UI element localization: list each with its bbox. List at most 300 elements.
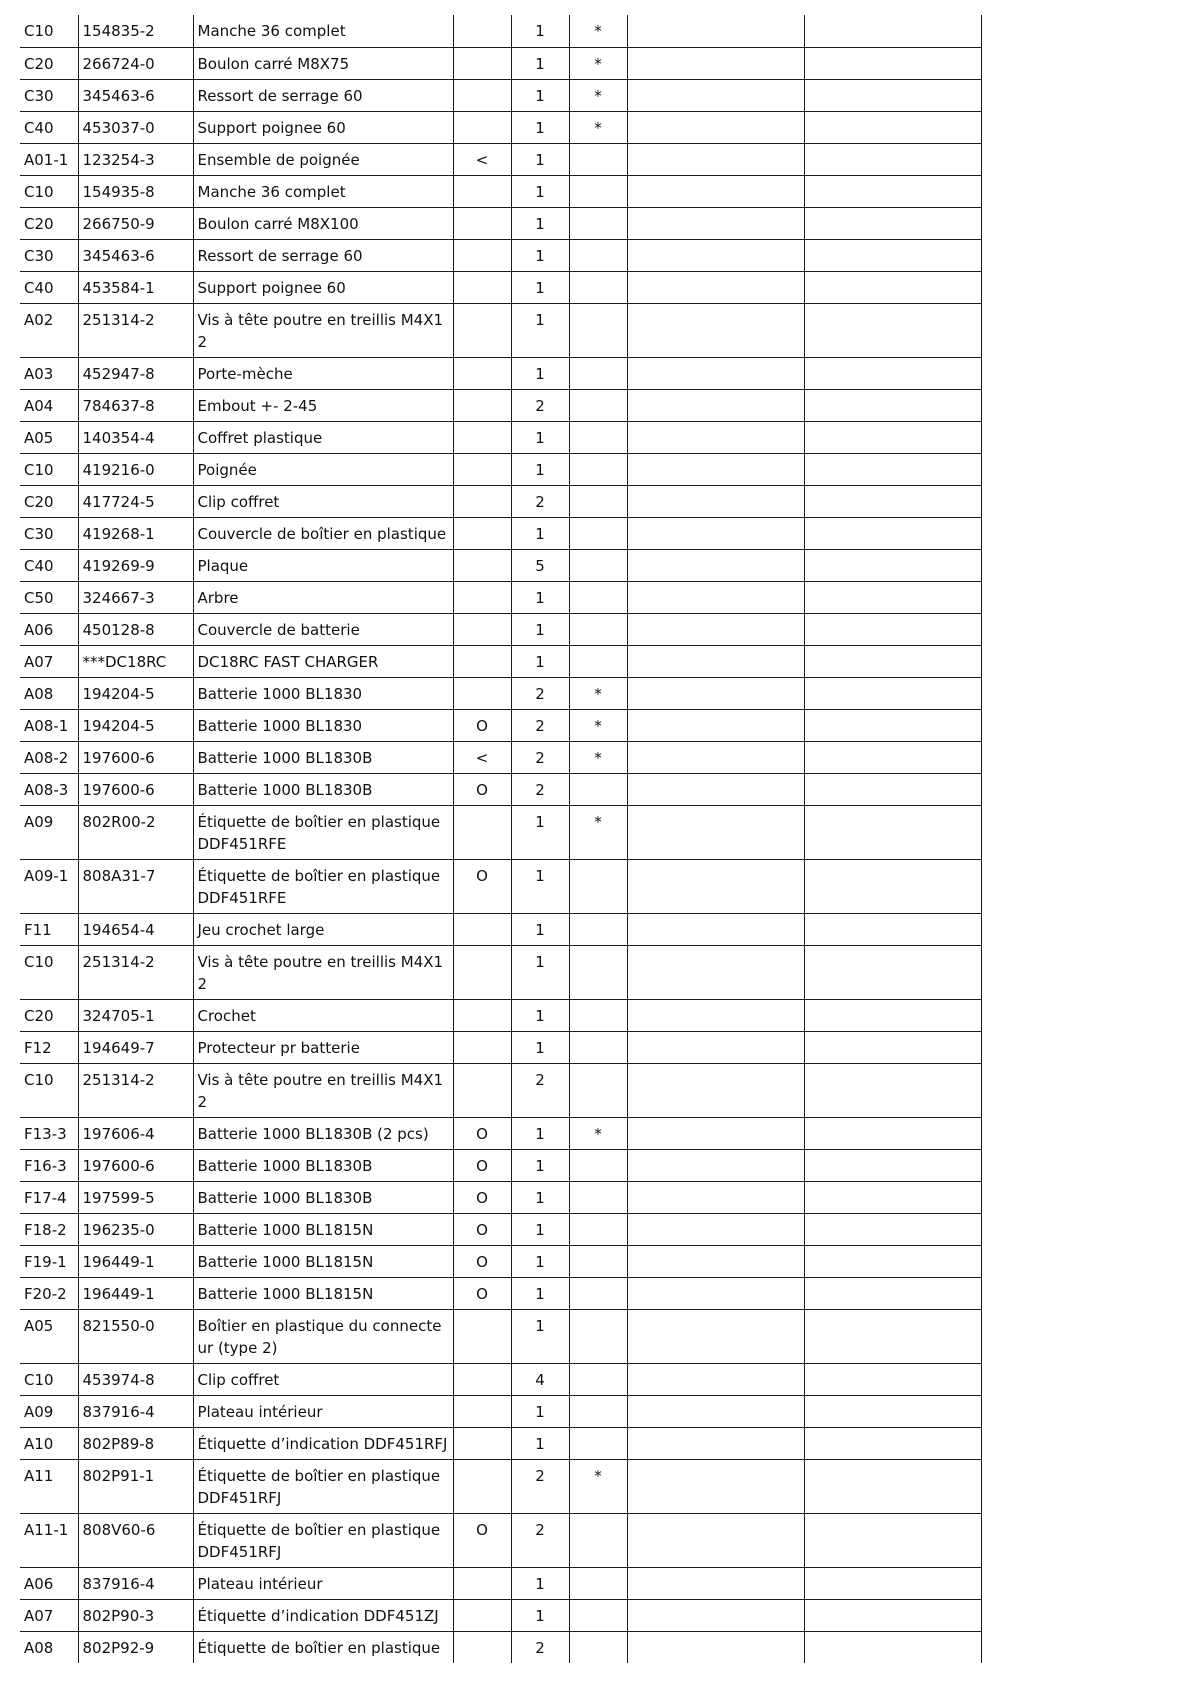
ref-cell: C30 (20, 239, 78, 271)
part-number-cell: 194204-5 (78, 709, 193, 741)
quantity-cell: 1 (511, 581, 569, 613)
ref-cell: C10 (20, 453, 78, 485)
empty-cell (627, 453, 804, 485)
empty-cell (627, 1599, 804, 1631)
mark-cell: * (569, 1117, 627, 1149)
part-number-cell: 453974-8 (78, 1363, 193, 1395)
description-cell: Batterie 1000 BL1830B (2 pcs) (193, 1117, 453, 1149)
description-cell: Arbre (193, 581, 453, 613)
empty-cell (804, 1213, 981, 1245)
quantity-cell: 1 (511, 271, 569, 303)
note-cell (453, 47, 511, 79)
part-number-cell: 251314-2 (78, 1063, 193, 1117)
note-cell: O (453, 709, 511, 741)
empty-cell (627, 357, 804, 389)
mark-cell (569, 357, 627, 389)
table-row (20, 1309, 981, 1363)
table-row (20, 421, 981, 453)
ref-cell: F11 (20, 913, 78, 945)
ref-cell: A01-1 (20, 143, 78, 175)
part-number-cell: 196235-0 (78, 1213, 193, 1245)
empty-cell (804, 1277, 981, 1309)
quantity-cell: 2 (511, 1631, 569, 1663)
mark-cell (569, 945, 627, 999)
part-number-cell: 417724-5 (78, 485, 193, 517)
empty-cell (627, 15, 804, 47)
note-cell (453, 945, 511, 999)
quantity-cell: 2 (511, 389, 569, 421)
empty-cell (627, 1117, 804, 1149)
part-number-cell: 154835-2 (78, 15, 193, 47)
quantity-cell: 2 (511, 741, 569, 773)
empty-cell (804, 357, 981, 389)
ref-cell: C20 (20, 47, 78, 79)
mark-cell: * (569, 741, 627, 773)
table-row (20, 999, 981, 1031)
quantity-cell: 1 (511, 175, 569, 207)
empty-cell (627, 1213, 804, 1245)
empty-cell (627, 1631, 804, 1663)
empty-cell (804, 1513, 981, 1567)
description-cell: Manche 36 complet (193, 15, 453, 47)
table-row (20, 645, 981, 677)
description-cell: Étiquette de boîtier en plastique DDF451RFE (193, 805, 453, 859)
table-row (20, 1631, 981, 1663)
note-cell (453, 271, 511, 303)
mark-cell (569, 1277, 627, 1309)
part-number-cell: 197599-5 (78, 1181, 193, 1213)
mark-cell (569, 913, 627, 945)
mark-cell (569, 1513, 627, 1567)
note-cell (453, 1567, 511, 1599)
empty-cell (804, 1245, 981, 1277)
part-number-cell: 266724-0 (78, 47, 193, 79)
quantity-cell: 2 (511, 677, 569, 709)
quantity-cell: 1 (511, 79, 569, 111)
part-number-cell: 802P90-3 (78, 1599, 193, 1631)
ref-cell: A10 (20, 1427, 78, 1459)
empty-cell (804, 1149, 981, 1181)
empty-cell (627, 421, 804, 453)
part-number-cell: 452947-8 (78, 357, 193, 389)
empty-cell (627, 1149, 804, 1181)
empty-cell (627, 709, 804, 741)
note-cell (453, 303, 511, 357)
mark-cell (569, 453, 627, 485)
quantity-cell: 1 (511, 1395, 569, 1427)
note-cell (453, 453, 511, 485)
mark-cell (569, 1149, 627, 1181)
empty-cell (627, 859, 804, 913)
empty-cell (804, 207, 981, 239)
table-row (20, 1117, 981, 1149)
note-cell: O (453, 1149, 511, 1181)
note-cell (453, 1427, 511, 1459)
ref-cell: C20 (20, 485, 78, 517)
description-cell: Couvercle de batterie (193, 613, 453, 645)
mark-cell: * (569, 677, 627, 709)
quantity-cell: 1 (511, 1181, 569, 1213)
empty-cell (804, 47, 981, 79)
note-cell: O (453, 1117, 511, 1149)
mark-cell (569, 1395, 627, 1427)
quantity-cell: 2 (511, 485, 569, 517)
quantity-cell: 2 (511, 1459, 569, 1513)
quantity-cell: 1 (511, 1213, 569, 1245)
mark-cell (569, 773, 627, 805)
quantity-cell: 1 (511, 1567, 569, 1599)
description-cell: Ressort de serrage 60 (193, 79, 453, 111)
mark-cell: * (569, 709, 627, 741)
note-cell: O (453, 1513, 511, 1567)
empty-cell (627, 47, 804, 79)
note-cell (453, 111, 511, 143)
part-number-cell: 419216-0 (78, 453, 193, 485)
empty-cell (627, 1395, 804, 1427)
table-row (20, 1245, 981, 1277)
description-cell: Batterie 1000 BL1815N (193, 1277, 453, 1309)
description-cell: Clip coffret (193, 1363, 453, 1395)
note-cell (453, 581, 511, 613)
quantity-cell: 1 (511, 1149, 569, 1181)
part-number-cell: 194654-4 (78, 913, 193, 945)
quantity-cell: 1 (511, 15, 569, 47)
mark-cell (569, 207, 627, 239)
part-number-cell: 154935-8 (78, 175, 193, 207)
mark-cell (569, 175, 627, 207)
empty-cell (804, 1181, 981, 1213)
ref-cell: A02 (20, 303, 78, 357)
description-cell: Crochet (193, 999, 453, 1031)
note-cell (453, 421, 511, 453)
table-row (20, 1181, 981, 1213)
note-cell (453, 1459, 511, 1513)
quantity-cell: 1 (511, 303, 569, 357)
table-row (20, 15, 981, 47)
quantity-cell: 1 (511, 1031, 569, 1063)
table-row (20, 1427, 981, 1459)
ref-cell: A09-1 (20, 859, 78, 913)
ref-cell: A05 (20, 1309, 78, 1363)
ref-cell: A03 (20, 357, 78, 389)
note-cell (453, 175, 511, 207)
mark-cell (569, 1031, 627, 1063)
empty-cell (804, 1567, 981, 1599)
ref-cell: F19-1 (20, 1245, 78, 1277)
mark-cell (569, 485, 627, 517)
note-cell (453, 207, 511, 239)
description-cell: Vis à tête poutre en treillis M4X1 2 (193, 945, 453, 999)
empty-cell (804, 143, 981, 175)
mark-cell (569, 1427, 627, 1459)
ref-cell: A08 (20, 1631, 78, 1663)
empty-cell (804, 1031, 981, 1063)
table-row (20, 913, 981, 945)
part-number-cell: 196449-1 (78, 1245, 193, 1277)
table-row (20, 1599, 981, 1631)
quantity-cell: 1 (511, 1277, 569, 1309)
note-cell (453, 1363, 511, 1395)
quantity-cell: 1 (511, 517, 569, 549)
description-cell: Étiquette d’indication DDF451RFJ (193, 1427, 453, 1459)
ref-cell: C40 (20, 111, 78, 143)
empty-cell (804, 1599, 981, 1631)
part-number-cell: 802R00-2 (78, 805, 193, 859)
mark-cell: * (569, 1459, 627, 1513)
empty-cell (804, 805, 981, 859)
quantity-cell: 2 (511, 709, 569, 741)
note-cell (453, 677, 511, 709)
ref-cell: F16-3 (20, 1149, 78, 1181)
mark-cell (569, 859, 627, 913)
ref-cell: A07 (20, 1599, 78, 1631)
ref-cell: A09 (20, 1395, 78, 1427)
empty-cell (804, 1117, 981, 1149)
description-cell: Coffret plastique (193, 421, 453, 453)
empty-cell (627, 1063, 804, 1117)
ref-cell: C10 (20, 1063, 78, 1117)
part-number-cell: 345463-6 (78, 239, 193, 271)
note-cell (453, 613, 511, 645)
part-number-cell: 821550-0 (78, 1309, 193, 1363)
mark-cell (569, 581, 627, 613)
description-cell: Support poignee 60 (193, 111, 453, 143)
table-row (20, 485, 981, 517)
empty-cell (627, 1309, 804, 1363)
part-number-cell: 453584-1 (78, 271, 193, 303)
empty-cell (627, 913, 804, 945)
mark-cell: * (569, 111, 627, 143)
empty-cell (627, 1363, 804, 1395)
table-row (20, 677, 981, 709)
table-row (20, 859, 981, 913)
ref-cell: C20 (20, 999, 78, 1031)
description-cell: Porte-mèche (193, 357, 453, 389)
note-cell (453, 549, 511, 581)
note-cell (453, 805, 511, 859)
table-row (20, 1149, 981, 1181)
description-cell: Boulon carré M8X75 (193, 47, 453, 79)
empty-cell (627, 581, 804, 613)
empty-cell (627, 741, 804, 773)
mark-cell (569, 1567, 627, 1599)
description-cell: Vis à tête poutre en treillis M4X1 2 (193, 303, 453, 357)
ref-cell: A05 (20, 421, 78, 453)
quantity-cell: 1 (511, 645, 569, 677)
empty-cell (804, 517, 981, 549)
ref-cell: A04 (20, 389, 78, 421)
quantity-cell: 1 (511, 1599, 569, 1631)
part-number-cell: 251314-2 (78, 945, 193, 999)
part-number-cell: 251314-2 (78, 303, 193, 357)
ref-cell: F18-2 (20, 1213, 78, 1245)
description-cell: Plateau intérieur (193, 1395, 453, 1427)
note-cell (453, 517, 511, 549)
part-number-cell: 837916-4 (78, 1567, 193, 1599)
quantity-cell: 1 (511, 999, 569, 1031)
mark-cell (569, 1213, 627, 1245)
quantity-cell: 1 (511, 421, 569, 453)
empty-cell (804, 1363, 981, 1395)
table-row (20, 79, 981, 111)
part-number-cell: 453037-0 (78, 111, 193, 143)
mark-cell (569, 1181, 627, 1213)
quantity-cell: 1 (511, 453, 569, 485)
empty-cell (627, 303, 804, 357)
description-cell: Étiquette d’indication DDF451ZJ (193, 1599, 453, 1631)
empty-cell (804, 1631, 981, 1663)
description-cell: Ressort de serrage 60 (193, 239, 453, 271)
empty-cell (804, 485, 981, 517)
description-cell: Étiquette de boîtier en plastique DDF451RFE (193, 859, 453, 913)
note-cell (453, 1031, 511, 1063)
empty-cell (804, 645, 981, 677)
quantity-cell: 1 (511, 143, 569, 175)
table-row (20, 613, 981, 645)
quantity-cell: 1 (511, 1245, 569, 1277)
quantity-cell: 2 (511, 773, 569, 805)
quantity-cell: 5 (511, 549, 569, 581)
part-number-cell: 196449-1 (78, 1277, 193, 1309)
part-number-cell: 197600-6 (78, 741, 193, 773)
table-row (20, 517, 981, 549)
table-row (20, 239, 981, 271)
part-number-cell: 194204-5 (78, 677, 193, 709)
description-cell: Clip coffret (193, 485, 453, 517)
mark-cell: * (569, 15, 627, 47)
empty-cell (627, 1427, 804, 1459)
empty-cell (804, 1063, 981, 1117)
ref-cell: C10 (20, 15, 78, 47)
empty-cell (627, 645, 804, 677)
empty-cell (627, 175, 804, 207)
mark-cell (569, 143, 627, 175)
table-row (20, 1213, 981, 1245)
empty-cell (627, 1181, 804, 1213)
table-row (20, 303, 981, 357)
quantity-cell: 1 (511, 47, 569, 79)
empty-cell (804, 1309, 981, 1363)
quantity-cell: 4 (511, 1363, 569, 1395)
table-row (20, 1513, 981, 1567)
empty-cell (804, 1427, 981, 1459)
part-number-cell: 802P89-8 (78, 1427, 193, 1459)
part-number-cell: 324667-3 (78, 581, 193, 613)
description-cell: Boîtier en plastique du connecte ur (type 2) (193, 1309, 453, 1363)
empty-cell (804, 613, 981, 645)
parts-list-table (20, 15, 982, 1663)
ref-cell: A11-1 (20, 1513, 78, 1567)
empty-cell (804, 79, 981, 111)
part-number-cell: 450128-8 (78, 613, 193, 645)
empty-cell (804, 999, 981, 1031)
table-row (20, 1395, 981, 1427)
table-row (20, 453, 981, 485)
table-row (20, 1031, 981, 1063)
part-number-cell: 802P92-9 (78, 1631, 193, 1663)
empty-cell (804, 913, 981, 945)
description-cell: Protecteur pr batterie (193, 1031, 453, 1063)
note-cell: < (453, 741, 511, 773)
part-number-cell: 784637-8 (78, 389, 193, 421)
description-cell: Jeu crochet large (193, 913, 453, 945)
description-cell: Plateau intérieur (193, 1567, 453, 1599)
quantity-cell: 1 (511, 859, 569, 913)
description-cell: Couvercle de boîtier en plastique (193, 517, 453, 549)
quantity-cell: 1 (511, 1427, 569, 1459)
quantity-cell: 1 (511, 1309, 569, 1363)
mark-cell (569, 1599, 627, 1631)
part-number-cell: 324705-1 (78, 999, 193, 1031)
table-row (20, 175, 981, 207)
empty-cell (627, 773, 804, 805)
empty-cell (804, 741, 981, 773)
ref-cell: F13-3 (20, 1117, 78, 1149)
table-row (20, 709, 981, 741)
description-cell: DC18RC FAST CHARGER (193, 645, 453, 677)
mark-cell (569, 645, 627, 677)
empty-cell (804, 549, 981, 581)
mark-cell (569, 303, 627, 357)
note-cell (453, 1309, 511, 1363)
mark-cell: * (569, 805, 627, 859)
mark-cell (569, 1063, 627, 1117)
empty-cell (804, 453, 981, 485)
note-cell (453, 485, 511, 517)
ref-cell: C30 (20, 517, 78, 549)
table-row (20, 1459, 981, 1513)
ref-cell: C10 (20, 1363, 78, 1395)
empty-cell (804, 859, 981, 913)
description-cell: Embout +- 2-45 (193, 389, 453, 421)
note-cell (453, 15, 511, 47)
ref-cell: C10 (20, 945, 78, 999)
note-cell (453, 645, 511, 677)
quantity-cell: 2 (511, 1063, 569, 1117)
note-cell: O (453, 1277, 511, 1309)
empty-cell (804, 1459, 981, 1513)
empty-cell (804, 15, 981, 47)
table-row (20, 1277, 981, 1309)
ref-cell: A08-2 (20, 741, 78, 773)
empty-cell (804, 421, 981, 453)
empty-cell (804, 945, 981, 999)
empty-cell (804, 239, 981, 271)
table-row (20, 945, 981, 999)
ref-cell: A06 (20, 613, 78, 645)
ref-cell: A11 (20, 1459, 78, 1513)
mark-cell (569, 239, 627, 271)
empty-cell (804, 709, 981, 741)
part-number-cell: 197600-6 (78, 1149, 193, 1181)
mark-cell (569, 421, 627, 453)
description-cell: Batterie 1000 BL1830B (193, 1149, 453, 1181)
empty-cell (627, 945, 804, 999)
note-cell (453, 357, 511, 389)
description-cell: Batterie 1000 BL1830B (193, 1181, 453, 1213)
mark-cell (569, 613, 627, 645)
quantity-cell: 1 (511, 1117, 569, 1149)
table-row (20, 111, 981, 143)
empty-cell (627, 1567, 804, 1599)
empty-cell (627, 389, 804, 421)
ref-cell: A07 (20, 645, 78, 677)
empty-cell (804, 773, 981, 805)
empty-cell (804, 303, 981, 357)
description-cell: Vis à tête poutre en treillis M4X1 2 (193, 1063, 453, 1117)
empty-cell (627, 613, 804, 645)
ref-cell: C40 (20, 271, 78, 303)
